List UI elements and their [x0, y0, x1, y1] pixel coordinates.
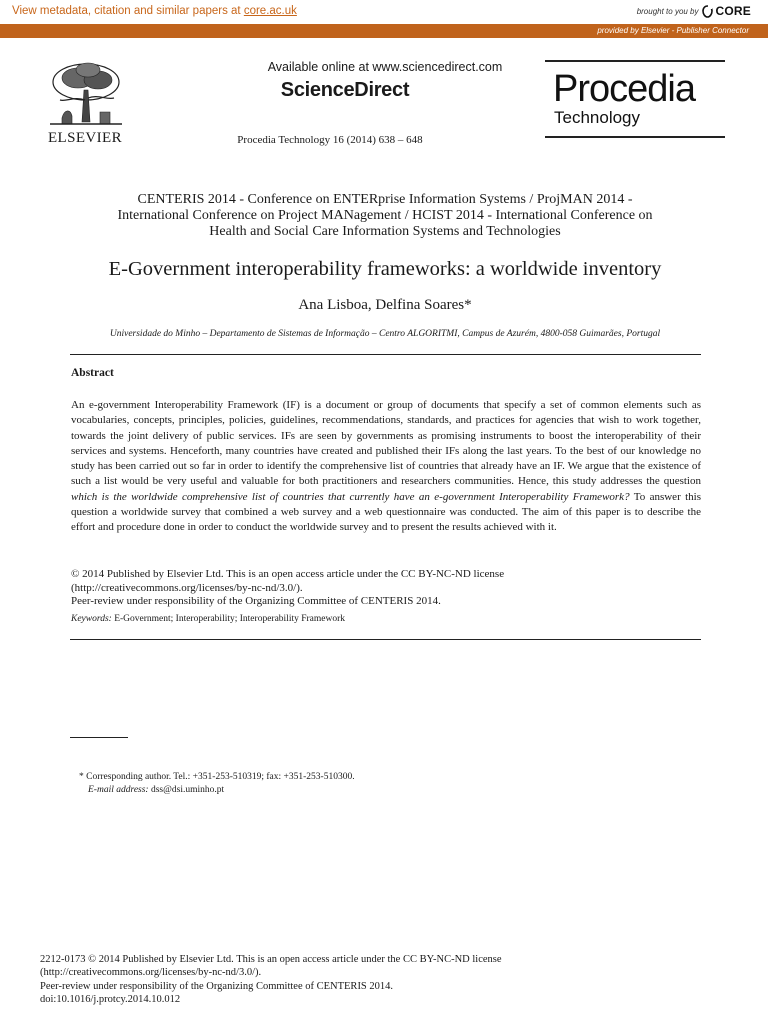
article-title: E-Government interoperability frameworks: a worldwide inventory: [108, 258, 662, 280]
divider: [70, 354, 701, 355]
issn-license-line: 2212-0173 © 2014 Published by Elsevier Ltd. This is an open access article under the CC BY-NC-ND license: [40, 954, 502, 965]
abstract-text: [71, 398, 701, 536]
peer-review-line: Peer-review under responsibility of the Organizing Committee of CENTERIS 2014.: [71, 595, 441, 607]
core-brand[interactable]: [637, 4, 751, 18]
procedia-subtitle: Technology: [554, 108, 641, 127]
email-label: E-mail address:: [88, 785, 149, 795]
provider-text: provided by Elsevier - Publisher Connector: [597, 26, 749, 35]
author-affiliation: Universidade do Minho – Departamento de Sistemas de Informação – Centro ALGORITMI, Campus de Azurém, 4800-058 Guimarães, Portugal: [109, 329, 661, 339]
conference-line: CENTERIS 2014 - Conference on ENTERprise Information Systems / ProjMAN 2014 -: [137, 192, 633, 207]
core-link-host[interactable]: core.ac.uk: [243, 5, 297, 17]
procedia-name: Procedia: [553, 68, 695, 110]
keywords-list: E-Government; Interoperability; Interoperability Framework: [111, 614, 346, 624]
brought-by-text: brought to you by: [636, 6, 699, 16]
license-url[interactable]: (http://creativecommons.org/licenses/by-nc-nd/3.0/).: [40, 967, 262, 979]
procedia-top-rule: [545, 60, 725, 62]
core-link-prefix[interactable]: View metadata, citation and similar papers at: [12, 5, 244, 17]
copyright-line: © 2014 Published by Elsevier Ltd. This is an open access article under the CC BY-NC-ND license: [71, 568, 505, 580]
journal-reference: Procedia Technology 16 (2014) 638 – 648: [237, 134, 423, 146]
conference-line: International Conference on Project MANagement / HCIST 2014 - International Conference on: [117, 208, 653, 223]
abstract-heading: Abstract: [71, 367, 114, 379]
copyright-notice: [71, 568, 701, 609]
procedia-journal-logo: [545, 60, 725, 138]
keywords: [71, 614, 345, 624]
publisher-name: ELSEVIER: [47, 130, 123, 146]
conference-line: Health and Social Care Information Systems and Technologies: [209, 224, 561, 239]
corresponding-author: * Corresponding author. Tel.: +351-253-510319; fax: +351-253-510300.: [79, 772, 355, 782]
article-authors: Ana Lisboa, Delfina Soares*: [298, 297, 472, 313]
conference-info: [60, 192, 710, 240]
peer-review-line: Peer-review under responsibility of the Organizing Committee of CENTERIS 2014.: [40, 980, 394, 992]
core-metadata-link[interactable]: [12, 5, 297, 17]
author-email: [79, 784, 355, 797]
footnote: [79, 771, 355, 797]
core-logo-icon: [702, 5, 713, 18]
core-banner: [0, 0, 768, 24]
divider: [70, 639, 701, 640]
doi[interactable]: doi:10.1016/j.protcy.2014.10.012: [40, 994, 181, 1006]
core-brand-name: CORE: [715, 4, 751, 18]
abstract-research-question: which is the worldwide comprehensive list of countries that currently have an e-government Interoperability Framework?: [71, 490, 630, 503]
sciencedirect-logo: ScienceDirect: [280, 79, 410, 101]
procedia-bottom-rule: [545, 136, 725, 138]
abstract-text-part: An e-government Interoperability Framework (IF) is a document or group of documents that specify a set of common elements such as vocabularies, concepts, principles, policies, guidelines, recommendations, standards, and practices for agencies that wish to work together, towards the joint delivery of public services. IFs are seen by governments as promising instruments to boost the interoperability of their services and systems. Henceforth, many countries have created and published their IFs along the last years. To the best of our knowledge no study has been carried out so far in order to identify the comprehensive list of countries that already have an IF. We argue that the existence of such a list would be very useful and valuable for both practitioners and researchers communities. Hence, this study addresses the question: [71, 399, 701, 488]
publication-info: [40, 953, 740, 1007]
abstract-text-part: To answer this question a worldwide survey that combined a web survey and a web questionnaire was conducted. The aim of this paper is to describe the effort and procedure done in order to conduct the worldwide survey and to present the results achieved with it.: [71, 490, 701, 534]
available-online: Available online at www.sciencedirect.com: [267, 60, 503, 74]
footnote-rule: [70, 737, 128, 738]
email-address[interactable]: dss@dsi.uminho.pt: [148, 785, 225, 795]
keywords-label: Keywords:: [71, 614, 112, 624]
provider-bar: [0, 24, 768, 38]
license-link[interactable]: (http://creativecommons.org/licenses/by-nc-nd/3.0/).: [71, 581, 303, 594]
